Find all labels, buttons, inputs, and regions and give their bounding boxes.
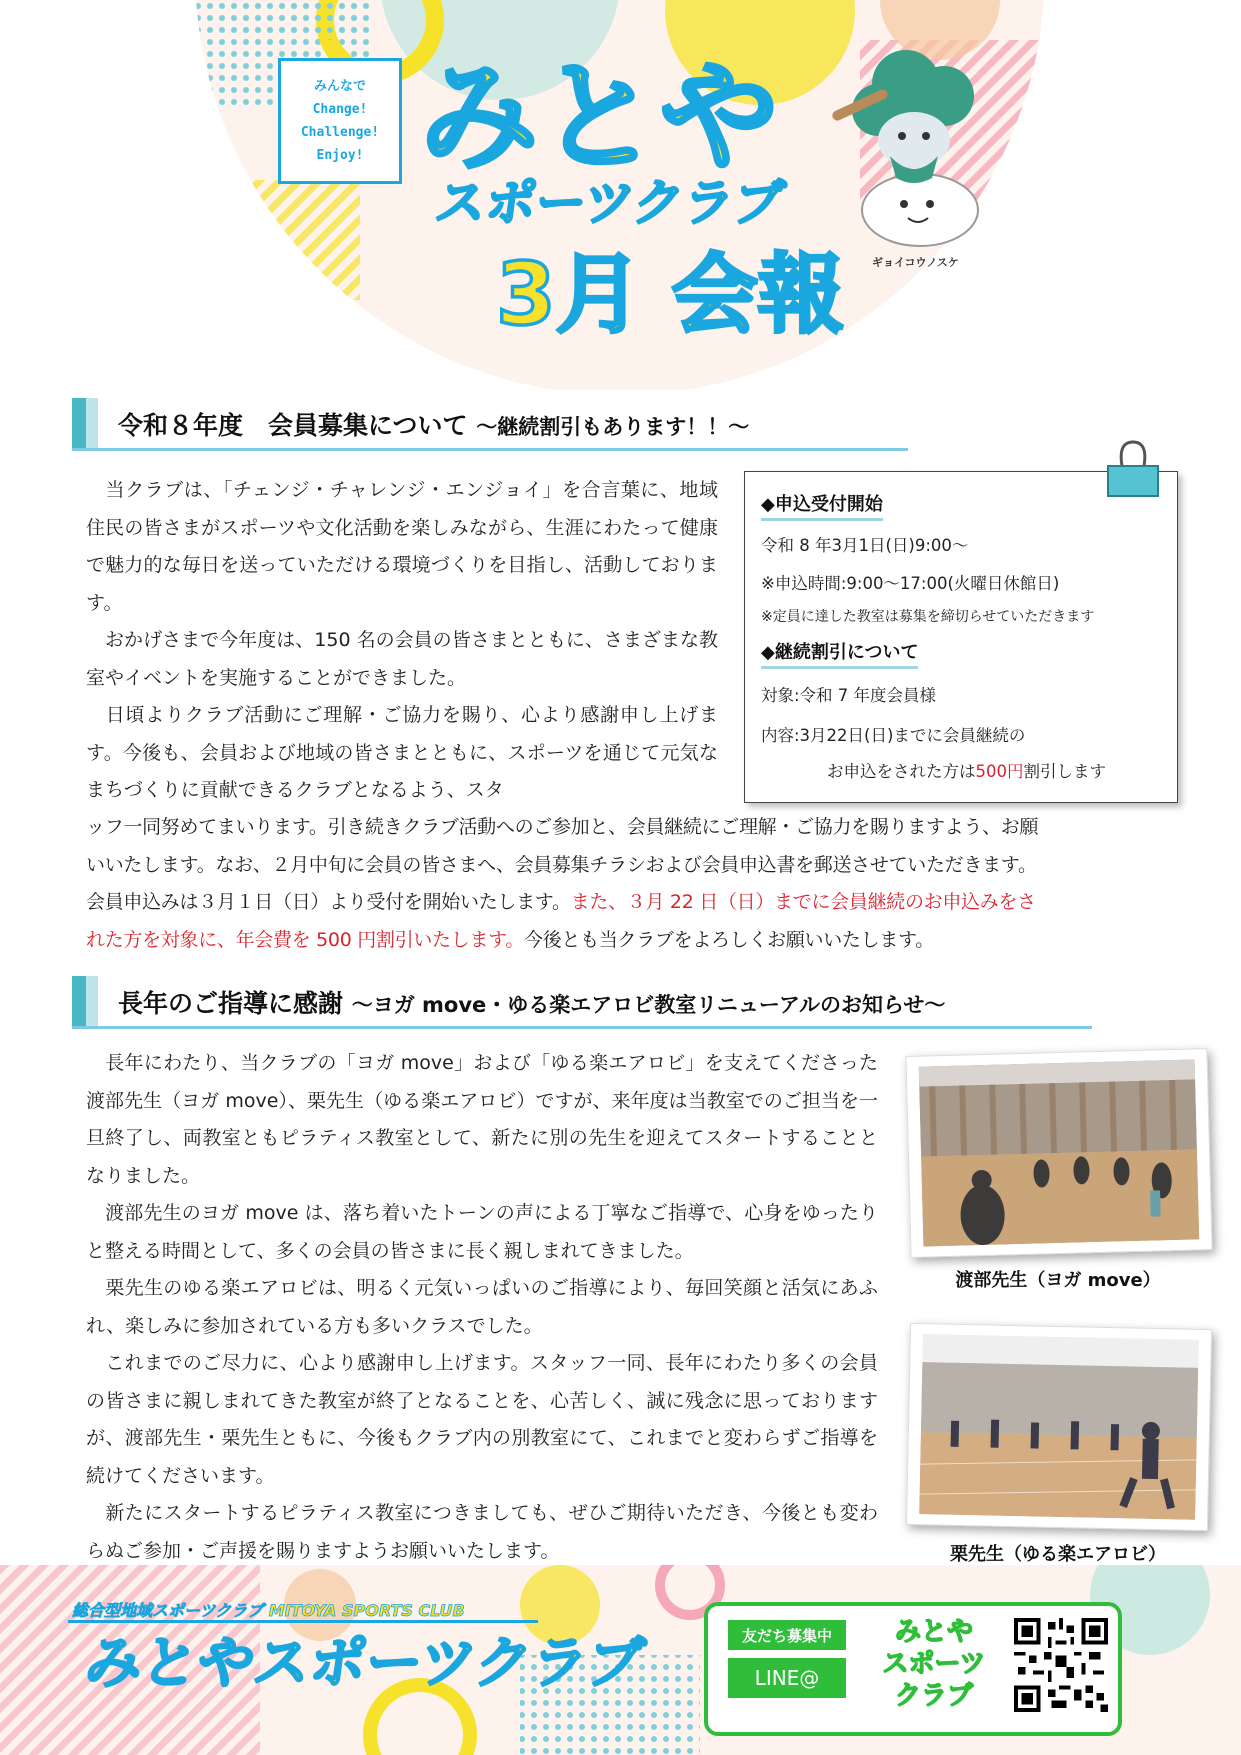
section1-column — [86, 472, 718, 810]
info-discount-pre: お申込をされた方は — [827, 762, 976, 781]
section1-paragraph: 日頃よりクラブ活動にご理解・ご協力を賜り、心より感謝申し上げます。今後も、会員および地域の皆さまとともに、スポーツを通じて元気なまちづくりに貢献できるクラブとなるよう、スタ — [86, 704, 718, 801]
section2-heading — [72, 976, 1092, 1029]
section1-line: いいたします。なお、２月中旬に会員の皆さまへ、会員募集チラシおよび会員申込書を郵送させていただきます。 — [86, 853, 1037, 876]
footer-club-name: みとやスポーツクラブ — [81, 1631, 648, 1696]
line-club-logo — [868, 1616, 1000, 1712]
info-date: 令和 8 年3月1日(日)9:00～ — [761, 536, 969, 555]
section1-subtitle: ～継続割引もあります！！～ — [476, 415, 750, 439]
info-content: 内容:3月22日(日)までに会員継続の — [761, 726, 1026, 745]
line-badge-bottom[interactable]: LINE@ — [728, 1656, 846, 1698]
logo-sub: スポーツクラブ — [431, 174, 788, 232]
photo-aerobics — [919, 1334, 1199, 1520]
registration-info-box — [744, 471, 1178, 803]
section1-highlight: また、３月 22 日（日）までに会員継続のお申込みをさ — [570, 891, 1036, 913]
section2-paragraph: 栗先生のゆる楽エアロビは、明るく元気いっぱいのご指導により、毎回笑顔と活気にあふれ、楽しみに参加されている方も多いクラスでした。 — [86, 1277, 878, 1337]
section2-subtitle: ～ヨガ move・ゆる楽エアロビ教室リニューアルのお知らせ～ — [351, 993, 946, 1017]
footer-club-type: 総合型地域スポーツクラブ MITOYA SPORTS CLUB — [72, 1601, 465, 1620]
info-target: 対象:令和 7 年度会員様 — [761, 686, 937, 705]
section1-line — [86, 922, 1191, 960]
section2-paragraph: 長年にわたり、当クラブの「ヨガ move」および「ゆる楽エアロビ」を支えてくださった渡部先生（ヨガ move）、栗先生（ゆる楽エアロビ）ですが、来年度は当教室でのご担当を一旦終了し、両教室ともピラティス教室として、新たに別の先生を迎えてスタートすることとなりました。 — [86, 1052, 878, 1187]
info-hours: ※申込時間:9:00～17:00(火曜日休館日) — [761, 574, 1060, 593]
info-heading-start: ◆申込受付開始 — [761, 492, 883, 521]
section1-title: 令和８年度 会員募集について — [118, 411, 468, 440]
photo-yoga-caption: 渡部先生（ヨガ move） — [955, 1270, 1161, 1291]
info-discount — [827, 758, 1106, 782]
info-discount-amount: 500円 — [975, 762, 1024, 781]
tagline-line: みんなで — [313, 79, 366, 94]
section1-paragraph: 当クラブは、「チェンジ・チャレンジ・エンジョイ」を合言葉に、地域住民の皆さまがスポーツや文化活動を楽しみながら、生涯にわたって健康で魅力的な毎日を送っていただける環境づくりを目指し、活動しております。 — [86, 479, 718, 614]
line-logo-line: クラブ — [894, 1681, 973, 1711]
line-logo-line: スポーツ — [882, 1649, 986, 1679]
binder-clip-icon — [1104, 436, 1162, 500]
photo-yoga — [919, 1059, 1200, 1246]
section2-paragraph: 渡部先生のヨガ move は、落ち着いたトーンの声による丁寧なご指導で、心身をゆったりと整える時間として、多くの会員の皆さまに長く親しまれてきました。 — [86, 1202, 878, 1262]
info-discount-post: 割引します — [1023, 762, 1106, 781]
photo-aerobics-frame — [906, 1323, 1212, 1531]
logo-main: みとや — [420, 48, 781, 186]
section1-heading — [72, 398, 908, 451]
section2-column — [86, 1045, 878, 1570]
section1-paragraph: おかげさまで今年度は、150 名の会員の皆さまとともに、さまざまな教室やイベントを実施することができました。 — [86, 629, 718, 689]
info-heading-discount: ◆継続割引について — [761, 640, 918, 669]
section2-title: 長年のご指導に感謝 — [118, 989, 344, 1018]
section1-line: ッフ一同努めてまいります。引き続きクラブ活動へのご参加と、会員継続にご理解・ご協力を賜りますよう、お願 — [86, 816, 1039, 838]
section1-text: 会員申込みは３月１日（日）より受付を開始いたします。 — [86, 891, 571, 913]
tagline-box — [278, 58, 402, 184]
line-friend-box[interactable] — [704, 1602, 1122, 1736]
info-notice: ※定員に達した教室は募集を締切らせていただきます — [761, 609, 1095, 625]
line-badge-top: 友だち募集中 — [728, 1620, 846, 1650]
tagline-line: Change! — [312, 102, 368, 117]
section1-highlight: れた方を対象に、年会費を 500 円割引いたします。 — [86, 928, 525, 951]
section1-fullwidth — [86, 809, 1191, 959]
line-logo-line: みとや — [894, 1617, 973, 1647]
photo-aerobics-caption: 栗先生（ゆる楽エアロビ） — [950, 1544, 1166, 1565]
tagline-line: Enjoy! — [316, 148, 364, 163]
qr-code-icon[interactable] — [1014, 1618, 1108, 1712]
section1-text: 今後とも当クラブをよろしくお願いいたします。 — [524, 928, 934, 951]
section1-line — [86, 884, 1191, 922]
mascot-name: ギョイコウノスケ — [872, 256, 959, 269]
issue-title: 3月 会報 — [496, 245, 844, 345]
photo-yoga-frame — [905, 1048, 1212, 1258]
footer-underline — [68, 1620, 538, 1623]
section2-paragraph: これまでのご尽力に、心より感謝申し上げます。スタッフ一同、長年にわたり多くの会員の皆さまに親しまれてきた教室が終了となることを、心苦しく、誠に残念に思っておりますが、渡部先生・栗先生ともに、今後もクラブ内の別教室にて、これまでと変わらずご指導を続けてくださいます。 — [86, 1352, 878, 1487]
section2-paragraph: 新たにスタートするピラティス教室につきましても、ぜひご期待いただき、今後とも変わらぬご参加・ご声援を賜りますようお願いいたします。 — [86, 1502, 878, 1562]
tagline-line: Challenge! — [300, 125, 380, 140]
